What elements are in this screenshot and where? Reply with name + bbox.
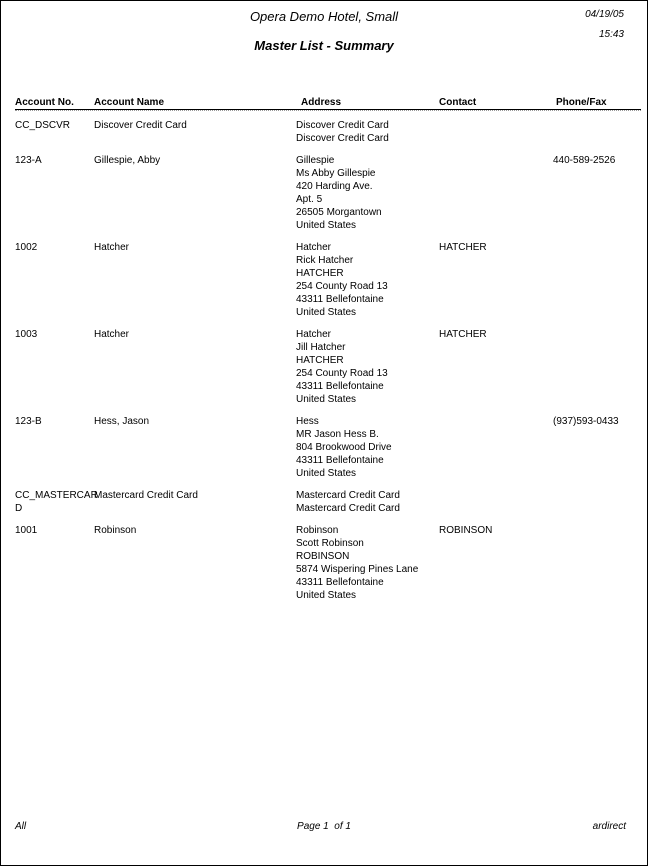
address-line: 804 Brookwood Drive [296,442,392,453]
cell-phone: 440-589-2526 [553,155,616,166]
address-line: United States [296,220,357,231]
table-row [15,119,641,145]
column-header-contact: Contact [439,97,477,108]
address-line: Hatcher [296,242,332,253]
cell-address [296,328,439,406]
cell-account-no: 1001 [15,525,38,536]
cell-address [296,415,439,480]
footer-report-id: ardirect [592,821,626,832]
address-line: 43311 Bellefontaine [296,381,384,392]
cell-account-name: Robinson [94,525,137,536]
column-header-account-no: Account No. [15,97,74,108]
address-line: Jill Hatcher [296,342,346,353]
address-line: Mastercard Credit Card [296,503,400,514]
cell-account-no: 1003 [15,329,38,340]
address-line: Apt. 5 [296,194,323,205]
cell-account-no: 123-B [15,416,42,427]
cell-address [296,489,439,515]
address-line: 254 County Road 13 [296,281,388,292]
address-line: United States [296,590,357,601]
table-row [15,154,641,232]
address-line: Robinson [296,525,339,536]
table-row [15,415,641,480]
cell-address [296,524,439,602]
cell-account-no: CC_DSCVR [15,120,71,131]
address-line: 420 Harding Ave. [296,181,373,192]
column-header-account-name: Account Name [94,97,165,108]
address-line: 254 County Road 13 [296,368,388,379]
table-row [15,524,641,602]
address-line: Hatcher [296,329,332,340]
cell-account-name: Gillespie, Abby [94,155,161,166]
cell-address [296,241,439,319]
address-line: Mastercard Credit Card [296,490,400,501]
table-row [15,328,641,406]
address-line: Gillespie [296,155,335,166]
cell-account-name: Hatcher [94,329,130,340]
cell-contact: HATCHER [439,329,487,340]
address-line: United States [296,307,357,318]
address-line: 43311 Bellefontaine [296,577,384,588]
cell-account-no: 1002 [15,242,38,253]
hotel-name: Opera Demo Hotel, Small [249,9,399,24]
address-line: 26505 Morgantown [296,207,382,218]
address-line: ROBINSON [296,551,350,562]
address-line: Discover Credit Card [296,120,389,131]
address-line: United States [296,468,357,479]
address-line: Discover Credit Card [296,133,389,144]
address-line: MR Jason Hess B. [296,429,379,440]
cell-address [296,154,439,232]
footer-page-number: Page 1 of 1 [297,821,351,832]
cell-contact: ROBINSON [439,525,493,536]
accounts-table [15,97,641,611]
cell-address [296,119,439,145]
cell-contact: HATCHER [439,242,487,253]
footer-filter-label: All [15,821,27,832]
address-line: HATCHER [296,355,344,366]
cell-account-name: Hatcher [94,242,130,253]
address-line: HATCHER [296,268,344,279]
table-row [15,489,641,515]
address-line: United States [296,394,357,405]
cell-account-name: Mastercard Credit Card [94,490,198,501]
report-title: Master List - Summary [254,38,394,53]
table-body [15,111,641,602]
address-line: Hess [296,416,319,427]
table-row [15,241,641,319]
address-line: 5874 Wispering Pines Lane [296,564,419,575]
cell-account-name: Discover Credit Card [94,120,187,131]
report-time: 15:43 [598,29,624,40]
address-line: 43311 Bellefontaine [296,294,384,305]
table-header-row [15,97,641,108]
cell-account-no: CC_MASTERCARD [15,490,98,514]
report-date: 04/19/05 [585,9,624,20]
cell-phone: (937)593-0433 [553,416,619,427]
column-header-address: Address [301,97,342,108]
address-line: Rick Hatcher [296,255,354,266]
address-line: Scott Robinson [296,538,364,549]
cell-account-name: Hess, Jason [94,416,150,427]
column-header-phone-fax: Phone/Fax [556,97,607,108]
address-line: Ms Abby Gillespie [296,168,376,179]
cell-account-no: 123-A [15,155,42,166]
address-line: 43311 Bellefontaine [296,455,384,466]
